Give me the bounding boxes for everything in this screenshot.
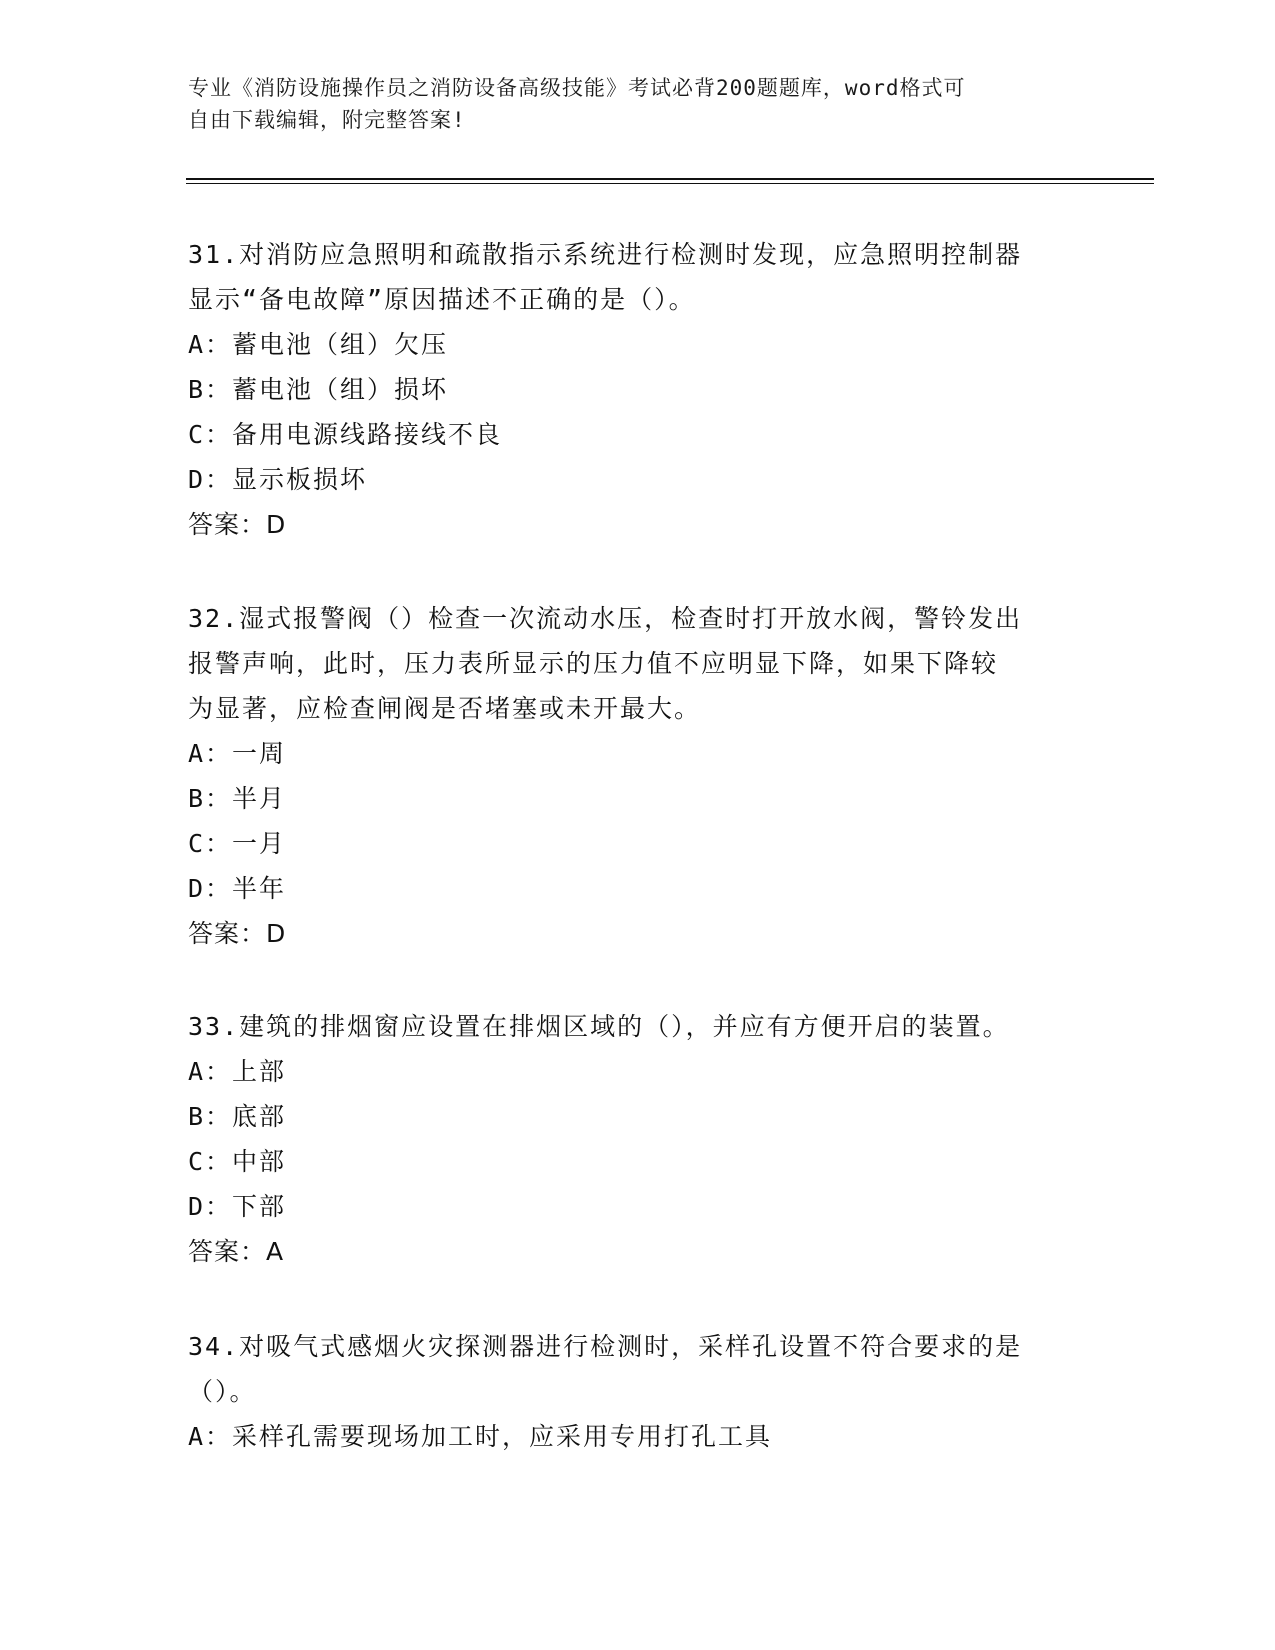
question-stem-line: 为显著，应检查闸阀是否堵塞或未开最大。 bbox=[188, 694, 702, 723]
question-33 bbox=[188, 1004, 1088, 1274]
option-d: D：半年 bbox=[188, 874, 287, 903]
question-stem-line: （）。 bbox=[188, 1377, 257, 1406]
answer-line: 答案：D bbox=[188, 510, 287, 539]
question-34 bbox=[188, 1324, 1088, 1459]
header-line-2: 自由下载编辑，附完整答案! bbox=[188, 108, 466, 132]
option-b: B：底部 bbox=[188, 1102, 287, 1131]
document-header bbox=[188, 72, 1088, 136]
option-a: A：上部 bbox=[188, 1057, 287, 1086]
option-a: A：采样孔需要现场加工时，应采用专用打孔工具 bbox=[188, 1422, 773, 1451]
option-c: C：中部 bbox=[188, 1147, 287, 1176]
question-stem-line: 显示“备电故障”原因描述不正确的是（）。 bbox=[188, 285, 696, 314]
header-divider-thin bbox=[186, 183, 1154, 184]
option-c: C：一月 bbox=[188, 829, 287, 858]
question-stem-line: 31.对消防应急照明和疏散指示系统进行检测时发现，应急照明控制器 bbox=[188, 240, 1023, 269]
question-32 bbox=[188, 596, 1088, 956]
option-a: A：一周 bbox=[188, 739, 287, 768]
question-stem-line: 33.建筑的排烟窗应设置在排烟区域的（），并应有方便开启的装置。 bbox=[188, 1012, 1010, 1041]
option-d: D：显示板损坏 bbox=[188, 465, 368, 494]
answer-line: 答案：A bbox=[188, 1237, 285, 1266]
option-b: B：半月 bbox=[188, 784, 287, 813]
header-divider-thick bbox=[186, 178, 1154, 180]
question-stem-line: 32.湿式报警阀（）检查一次流动水压，检查时打开放水阀，警铃发出 bbox=[188, 604, 1023, 633]
option-c: C：备用电源线路接线不良 bbox=[188, 420, 503, 449]
header-line-1: 专业《消防设施操作员之消防设备高级技能》考试必背200题题库，word格式可 bbox=[188, 76, 966, 100]
question-31 bbox=[188, 232, 1088, 547]
option-b: B：蓄电池（组）损坏 bbox=[188, 375, 449, 404]
question-stem-line: 34.对吸气式感烟火灾探测器进行检测时，采样孔设置不符合要求的是 bbox=[188, 1332, 1023, 1361]
question-stem-line: 报警声响，此时，压力表所显示的压力值不应明显下降，如果下降较 bbox=[188, 649, 999, 678]
answer-line: 答案：D bbox=[188, 919, 287, 948]
option-d: D：下部 bbox=[188, 1192, 287, 1221]
option-a: A：蓄电池（组）欠压 bbox=[188, 330, 449, 359]
